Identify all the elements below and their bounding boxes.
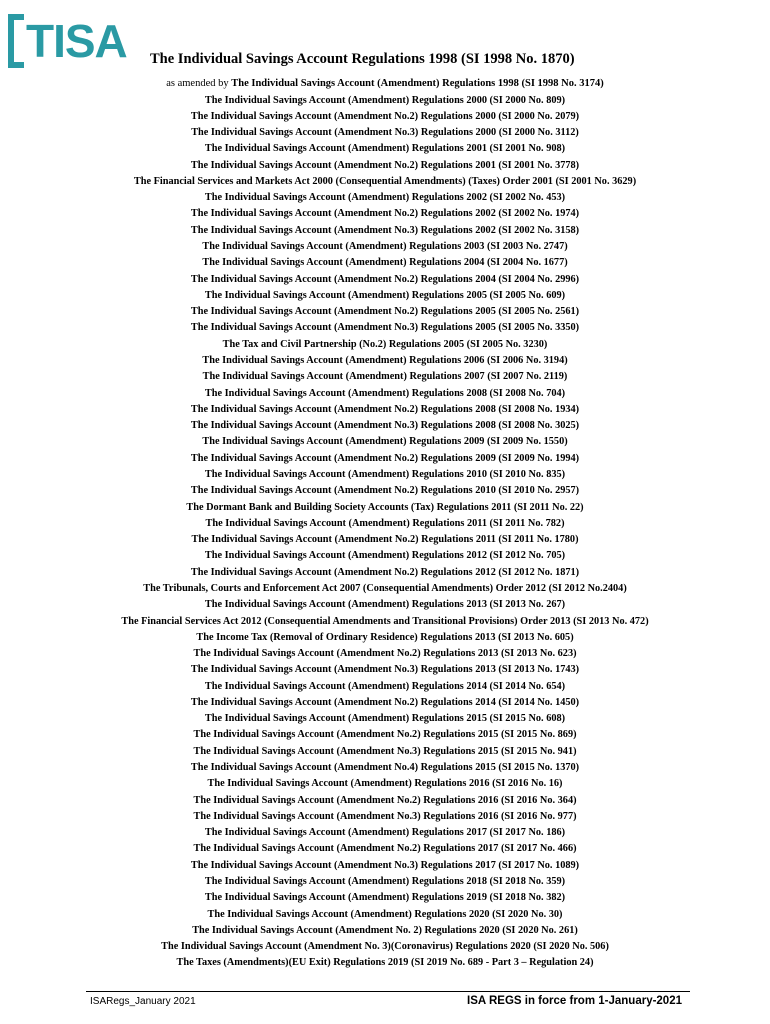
amendment-item: The Individual Savings Account (Amendment) Regulations 2003 (SI 2003 No. 2747)	[202, 241, 568, 253]
amendment-item: The Individual Savings Account (Amendment No.2) Regulations 2016 (SI 2016 No. 364)	[193, 794, 577, 806]
tisa-logo	[8, 14, 136, 68]
amendment-item: The Individual Savings Account (Amendment No.3) Regulations 2013 (SI 2013 No. 1743)	[190, 664, 580, 676]
amendment-item: The Tax and Civil Partnership (No.2) Regulations 2005 (SI 2005 No. 3230)	[222, 338, 548, 350]
footer-rule	[86, 991, 690, 992]
logo-bracket	[8, 14, 14, 68]
amendment-item: The Individual Savings Account (Amendment) Regulations 2005 (SI 2005 No. 609)	[204, 289, 566, 301]
amendment-item: The Financial Services Act 2012 (Consequential Amendments and Transitional Provisions) Order 2013 (SI 2013 No. 472)	[121, 615, 649, 627]
amendment-item: The Individual Savings Account (Amendment) Regulations 2020 (SI 2020 No. 30)	[207, 908, 563, 920]
amendment-item: The Individual Savings Account (Amendment) Regulations 2017 (SI 2017 No. 186)	[204, 827, 566, 839]
amended-by-line	[0, 76, 770, 92]
amendment-item: The Individual Savings Account (Amendment) Regulations 2011 (SI 2011 No. 782)	[205, 517, 565, 529]
amendment-item: The Individual Savings Account (Amendment) Regulations 2008 (SI 2008 No. 704)	[204, 387, 566, 399]
amendment-item: The Individual Savings Account (Amendment No.3) Regulations 2002 (SI 2002 No. 3158)	[190, 224, 580, 236]
footer-right: ISA REGS in force from 1-January-2021	[467, 995, 682, 1007]
amendment-item: The Individual Savings Account (Amendment No.3) Regulations 2008 (SI 2008 No. 3025)	[190, 420, 580, 432]
amendment-item: The Individual Savings Account (Amendment) Regulations 2009 (SI 2009 No. 1550)	[202, 436, 568, 448]
logo-text: TISA	[26, 15, 127, 67]
amended-prefix: as amended by	[166, 78, 232, 89]
amendment-item: The Individual Savings Account (Amendment) Regulations 2001 (SI 2001 No. 908)	[204, 143, 566, 155]
amendment-item: The Individual Savings Account (Amendment No. 2) Regulations 2020 (SI 2020 No. 261)	[192, 924, 578, 936]
amendment-item: The Taxes (Amendments)(EU Exit) Regulations 2019 (SI 2019 No. 689 - Part 3 – Regulation 24)	[176, 957, 594, 969]
amendment-item: The Individual Savings Account (Amendment No.3) Regulations 2016 (SI 2016 No. 977)	[193, 810, 577, 822]
amendment-item: The Individual Savings Account (Amendment No.2) Regulations 2009 (SI 2009 No. 1994)	[190, 452, 580, 464]
logo-bracket-top	[8, 14, 24, 20]
amendment-item: The Individual Savings Account (Amendment No.2) Regulations 2004 (SI 2004 No. 2996)	[190, 273, 580, 285]
amendment-item: The Individual Savings Account (Amendment No.3) Regulations 2005 (SI 2005 No. 3350)	[190, 322, 580, 334]
amendment-item: The Individual Savings Account (Amendment No.2) Regulations 2013 (SI 2013 No. 623)	[193, 648, 577, 660]
amendment-item: The Individual Savings Account (Amendment No.2) Regulations 2010 (SI 2010 No. 2957)	[190, 485, 580, 497]
logo-bracket-bottom	[8, 62, 24, 68]
amendment-item: The Individual Savings Account (Amendment No.2) Regulations 2001 (SI 2001 No. 3778)	[190, 159, 580, 171]
amendment-item: The Individual Savings Account (Amendment No.2) Regulations 2000 (SI 2000 No. 2079)	[190, 110, 580, 122]
amendment-item: The Individual Savings Account (Amendment) Regulations 2000 (SI 2000 No. 809)	[204, 94, 566, 106]
document-title: The Individual Savings Account Regulations 1998 (SI 1998 No. 1870)	[150, 51, 575, 67]
amendment-item: The Individual Savings Account (Amendment) Regulations 2016 (SI 2016 No. 16)	[207, 778, 563, 790]
footer-left: ISARegs_January 2021	[90, 996, 196, 1007]
amendment-item: The Individual Savings Account (Amendment) Regulations 2006 (SI 2006 No. 3194)	[202, 355, 568, 366]
amendment-item: The Individual Savings Account (Amendment No.2) Regulations 2012 (SI 2012 No. 1871)	[190, 566, 580, 578]
amendment-item: The Individual Savings Account (Amendment No.2) Regulations 2014 (SI 2014 No. 1450)	[190, 696, 580, 708]
amendment-item: The Tribunals, Courts and Enforcement Act 2007 (Consequential Amendments) Order 2012 (SI 2012 No.2404)	[143, 582, 627, 594]
amendment-item: The Individual Savings Account (Amendment) Regulations 2004 (SI 2004 No. 1677)	[202, 257, 568, 269]
amended-first: The Individual Savings Account (Amendment) Regulations 1998 (SI 1998 No. 3174)	[231, 78, 604, 89]
amendment-item: The Individual Savings Account (Amendment No.2) Regulations 2002 (SI 2002 No. 1974)	[190, 208, 580, 220]
amendment-item: The Financial Services and Markets Act 2000 (Consequential Amendments) (Taxes) Order 2001 (SI 2001 No. 3629)	[133, 175, 637, 187]
amendment-item: The Individual Savings Account (Amendment No.3) Regulations 2017 (SI 2017 No. 1089)	[190, 859, 580, 871]
amendment-item: The Individual Savings Account (Amendment) Regulations 2013 (SI 2013 No. 267)	[204, 599, 566, 611]
amendment-item: The Individual Savings Account (Amendment No.2) Regulations 2005 (SI 2005 No. 2561)	[190, 306, 580, 318]
amendment-item: The Individual Savings Account (Amendment No.3) Regulations 2000 (SI 2000 No. 3112)	[191, 127, 579, 139]
amendment-item: The Individual Savings Account (Amendment) Regulations 2002 (SI 2002 No. 453)	[204, 192, 566, 204]
amendment-item: The Individual Savings Account (Amendment No.2) Regulations 2011 (SI 2011 No. 1780)	[191, 534, 579, 546]
amendment-list	[0, 93, 770, 972]
amendment-item: The Individual Savings Account (Amendment) Regulations 2010 (SI 2010 No. 835)	[204, 468, 566, 480]
amendment-item: The Individual Savings Account (Amendment) Regulations 2012 (SI 2012 No. 705)	[204, 550, 566, 562]
amendment-item: The Individual Savings Account (Amendment) Regulations 2015 (SI 2015 No. 608)	[204, 713, 566, 725]
amendment-item: The Individual Savings Account (Amendment No.3) Regulations 2015 (SI 2015 No. 941)	[193, 745, 577, 757]
amendment-item: The Individual Savings Account (Amendment No.2) Regulations 2008 (SI 2008 No. 1934)	[190, 403, 580, 415]
amendment-item: The Individual Savings Account (Amendment No. 3)(Coronavirus) Regulations 2020 (SI 2020 No. 506)	[161, 941, 609, 953]
amendment-item: The Individual Savings Account (Amendment) Regulations 2007 (SI 2007 No. 2119)	[202, 371, 568, 383]
amendment-item: The Individual Savings Account (Amendment No.2) Regulations 2015 (SI 2015 No. 869)	[193, 729, 577, 741]
amendment-item: The Individual Savings Account (Amendment) Regulations 2018 (SI 2018 No. 359)	[204, 876, 566, 887]
amendment-item: The Individual Savings Account (Amendment) Regulations 2019 (SI 2018 No. 382)	[204, 892, 566, 904]
amendment-item: The Dormant Bank and Building Society Accounts (Tax) Regulations 2011 (SI 2011 No. 22)	[186, 501, 584, 513]
amendment-item: The Individual Savings Account (Amendment No.4) Regulations 2015 (SI 2015 No. 1370)	[190, 762, 580, 774]
amendment-item: The Income Tax (Removal of Ordinary Residence) Regulations 2013 (SI 2013 No. 605)	[196, 631, 574, 643]
amendment-item: The Individual Savings Account (Amendment No.2) Regulations 2017 (SI 2017 No. 466)	[193, 843, 577, 855]
amendment-item: The Individual Savings Account (Amendment) Regulations 2014 (SI 2014 No. 654)	[204, 680, 566, 692]
